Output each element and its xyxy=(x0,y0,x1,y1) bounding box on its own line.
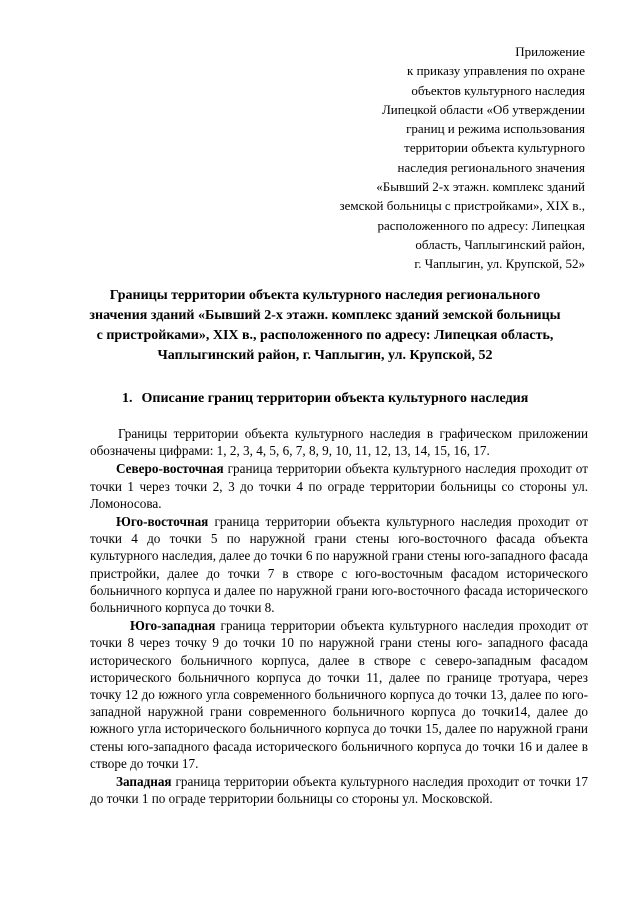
appendix-line: территории объекта культурного xyxy=(404,140,585,156)
section-number: 1. xyxy=(122,391,133,406)
section-heading xyxy=(122,389,528,409)
appendix-line: границ и режима использования xyxy=(406,121,585,137)
southeast-label: Юго-восточная xyxy=(116,514,209,530)
southwest-text: граница территории объекта культурного наследия проходит от точки 8 через точку 9 до точки 10 по наружной грани стены юго- западного фасада исторического больничного корпуса, далее в створе с северо-западным фасадом исторического больничного корпуса до точки 11, далее по границе тротуара, через точку 12 до южного угла современного больничного корпуса до точки 13, далее по юго-западной наружной грани современного больничного корпуса до точки14, далее до южного угла исторического больничного корпуса до точки 15, далее по наружной грани стены юго-западного фасада исторического больничного корпуса до точки 16 и далее в створе до точки 17. xyxy=(90,618,588,771)
appendix-line: наследия регионального значения xyxy=(397,159,585,175)
title-line: Границы территории объекта культурного наследия регионального xyxy=(109,288,541,303)
title-line: с пристройками», XIX в., расположенного по адресу: Липецкая область, xyxy=(96,328,554,343)
title-line: Чаплыгинский район, г. Чаплыгин, ул. Крупской, 52 xyxy=(157,348,493,363)
southwest-boundary-paragraph xyxy=(90,617,588,772)
northeast-boundary-paragraph xyxy=(90,460,588,512)
appendix-line: область, Чаплыгинский район, xyxy=(415,236,585,252)
title-line: значения зданий «Бывший 2-х этажн. комплекс зданий земской больницы xyxy=(89,308,561,323)
appendix-line: Липецкой области «Об утверждении xyxy=(381,101,585,117)
appendix-line: объектов культурного наследия xyxy=(411,82,585,98)
appendix-line: к приказу управления по охране xyxy=(407,63,585,79)
appendix-line: Приложение xyxy=(515,44,585,59)
west-label: Западная xyxy=(116,774,172,790)
southeast-boundary-paragraph xyxy=(90,513,588,616)
appendix-header xyxy=(255,42,585,274)
southwest-label: Юго-западная xyxy=(130,618,216,634)
appendix-line: «Бывший 2-х этажн. комплекс зданий xyxy=(376,179,585,195)
appendix-line: г. Чаплыгин, ул. Крупской, 52» xyxy=(414,256,585,272)
appendix-line: расположенного по адресу: Липецкая xyxy=(377,217,585,233)
document-title xyxy=(70,286,580,366)
section-heading-text: Описание границ территории объекта культурного наследия xyxy=(141,391,529,406)
southeast-text: граница территории объекта культурного наследия проходит от точки 4 до точки 5 по наружной грани стены юго-восточного фасада объекта культурного наследия, далее до точки 6 по наружной грани стены юго-западного фасада пристройки, далее до точки 7 в створе с юго-восточным фасадом исторического больничного корпуса и далее по наружной грани юго-восточного фасада исторического больничного корпуса до точки 8. xyxy=(90,514,588,616)
document-body xyxy=(90,425,588,808)
west-boundary-paragraph xyxy=(90,773,588,807)
appendix-line: земской больницы с пристройками», XIX в., xyxy=(339,198,585,214)
northeast-label: Северо-восточная xyxy=(116,461,224,477)
northeast-text: граница территории объекта культурного наследия проходит от точки 1 через точки 2, 3 до точки 4 по ограде территории больницы со стороны ул. Ломоносова. xyxy=(90,461,588,511)
west-text: граница территории объекта культурного наследия проходит от точки 17 до точки 1 по ограде территории больницы со стороны ул. Московской. xyxy=(90,774,588,807)
intro-paragraph: Границы территории объекта культурного наследия в графическом приложении обозначены цифрами: 1, 2, 3, 4, 5, 6, 7, 8, 9, 10, 11, 12, 13, 14, 15, 16, 17. xyxy=(90,426,588,459)
